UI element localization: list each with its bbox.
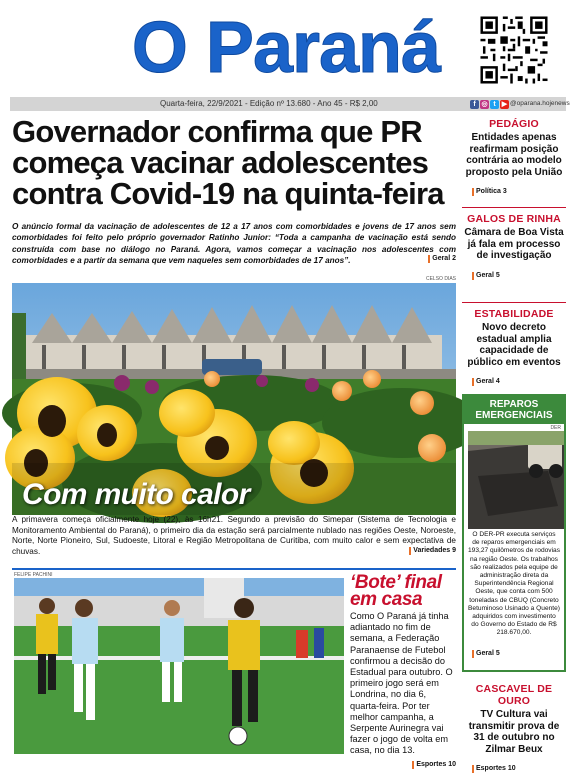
edition-info: Quarta-feira, 22/9/2021 - Edição nº 13.680 - Ano 45 - R$ 2,00 [160, 99, 378, 108]
sidebar-heading: PEDÁGIO [489, 118, 539, 130]
section-tag[interactable]: Geral 4 [472, 378, 500, 386]
section-tag[interactable]: Esportes 10 [412, 761, 456, 769]
sport-text: Como O Paraná já tinha adiantado no fim de semana, a Federação Paranaense de Futebol confirmou a decisão do Estadual para outubro. O primeiro jogo será em Londrina, no dia 6, quarta-feira. Por ter melhor campanha, a Serpente Aurinegra vai fazer o jogo de volta em casa, no dia 13. [350, 611, 453, 756]
sport-title[interactable]: ‘Bote’ final em casa [350, 572, 442, 610]
photo-credit: DER [550, 425, 561, 431]
instagram-icon[interactable]: ◎ [481, 100, 488, 108]
sport-photo[interactable] [14, 578, 344, 754]
qr-code-icon[interactable] [478, 14, 550, 86]
sidebar-item-pedagio[interactable] [462, 118, 566, 198]
lead-text: O anúncio formal da vacinação de adolescentes de 12 a 17 anos com comorbidades e jovens de 17 anos sem comorbidades foi feito pelo próprio governador Ratinho Junior: “Toda a campanha de vacinação está sendo construída com base no diálogo no Paraná. Agora, vamos começar a vacinação nos adolescentes com comorbidades e a partir da semana que vem naqueles sem comorbidades de 17 anos”. [12, 222, 456, 266]
facebook-icon[interactable]: f [470, 100, 479, 109]
sidebar-item-cascavel[interactable] [462, 683, 566, 775]
headline-lead [12, 221, 456, 267]
sidebar-item-estabilidade[interactable] [462, 308, 566, 388]
photo-caption [12, 515, 456, 557]
social-icons [470, 99, 509, 109]
caption-text: A primavera começa oficialmente hoje (22), às 16h21. Segundo a previsão do Simepar (Sistema de Tecnologia e Monitoramento Ambiental do Paraná), o primeiro dia da estação será parcialmente nublado nas regiões Oeste, Noroeste, Norte, Norte Pioneiro, Sul, Sudoeste, Litoral e Região Metropolitana de Curitiba, com muito calor e sem expectativa de chuvas. [12, 515, 456, 556]
section-tag[interactable]: Política 3 [472, 188, 507, 196]
photo-credit: CELSO DIAS [425, 276, 456, 282]
main-headline[interactable]: Governador confirma que PR começa vacinar adolescentes contra Covid-19 na quinta-feira [12, 114, 444, 211]
sidebar-text: Câmara de Boa Vista já fala em processo de investigação [464, 227, 564, 261]
youtube-icon[interactable]: ▶ [501, 100, 508, 108]
sidebar-text: TV Cultura vai transmitir prova de 31 de outubro no Zilmar Beux [468, 709, 560, 755]
sidebar-heading: CASCAVEL DE OURO [475, 683, 553, 707]
photo-credit: FELIPE PACHINI [14, 572, 53, 578]
section-tag[interactable]: Esportes 10 [472, 765, 516, 773]
divider [462, 207, 566, 208]
reparos-box[interactable] [462, 394, 566, 672]
sidebar-heading: ESTABILIDADE [474, 308, 554, 320]
photo-title[interactable]: Com muito calor [22, 478, 250, 511]
road-photo[interactable] [468, 431, 560, 529]
sidebar-text: Novo decreto estadual amplia capacidade de público em eventos [467, 322, 561, 368]
sport-story [350, 611, 456, 769]
sidebar-item-galos[interactable] [462, 213, 566, 282]
twitter-icon[interactable]: t [490, 100, 499, 109]
box-heading: REPAROS EMERGENCIAIS [464, 396, 564, 424]
dateline-bar [10, 97, 570, 111]
social-handle: @oparana.hojenews [510, 100, 570, 107]
section-tag[interactable]: Geral 2 [428, 255, 456, 263]
divider [12, 568, 456, 570]
sidebar-heading: GALOS DE RINHA [467, 213, 561, 225]
section-tag[interactable]: Geral 5 [472, 650, 500, 658]
sidebar-text: Entidades apenas reafirmam posição contrária ao modelo proposto pela União [465, 132, 563, 178]
newspaper-logo: O Paraná [131, 8, 441, 88]
section-tag[interactable]: Geral 5 [472, 272, 500, 280]
section-tag[interactable]: Variedades 9 [409, 547, 456, 555]
box-text: O DER-PR executa serviços de reparos emergenciais em 193,27 quilômetros de rodovias na região Oeste. Os trabalhos são realizados pela equipe de administração direta da Superintendência Regional Oeste, que conta com 500 toneladas de CBUQ (Concreto Betuminoso Usinado a Quente) adquiridos com investimento do Governo do Estado de R$ 218.670,00. [468, 531, 561, 637]
divider [462, 302, 566, 303]
